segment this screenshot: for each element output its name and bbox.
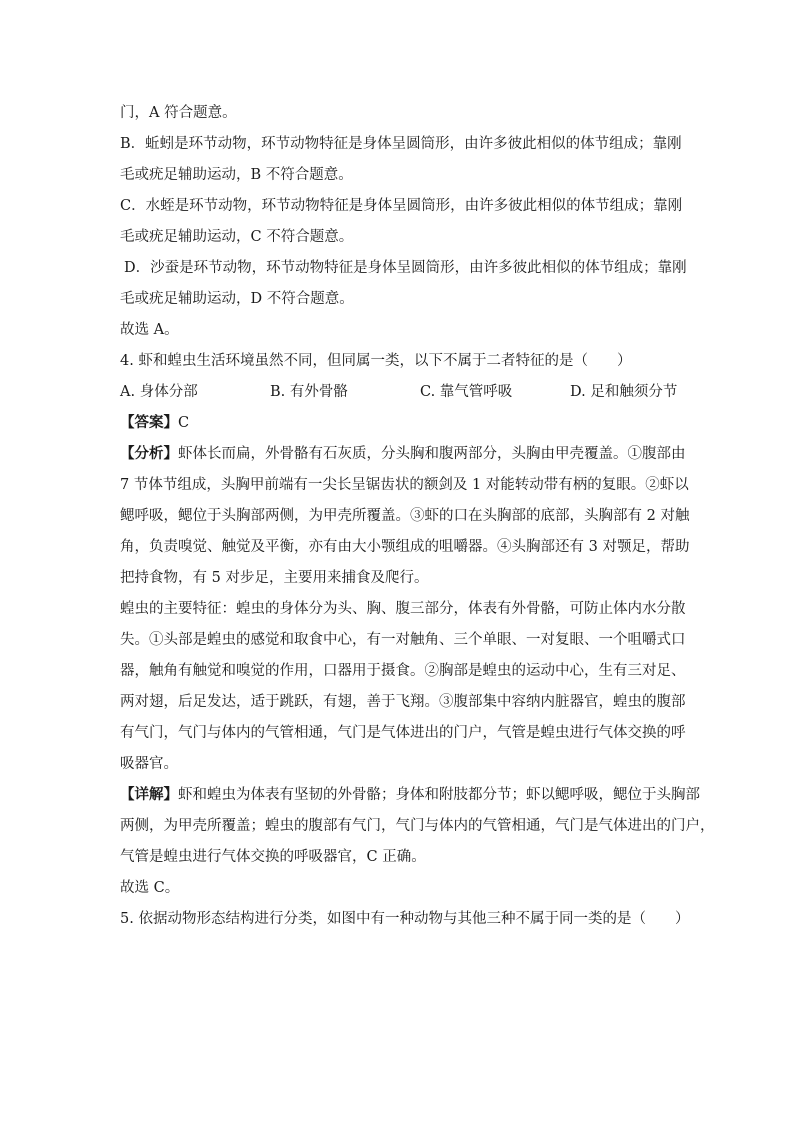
analysis-line: 鳃呼吸，鳃位于头胸部两侧，为甲壳所覆盖。③虾的口在头胸部的底部，头胸部有 2 对触 bbox=[120, 508, 690, 524]
option-a: A. 身体分部 bbox=[120, 384, 198, 400]
question-4-options bbox=[120, 382, 680, 402]
analysis-line: 7 节体节组成，头胸甲前端有一尖长呈锯齿状的额剑及 1 对能转动带有柄的复眼。②虾以 bbox=[120, 477, 689, 493]
answer-tag: 【答案】 bbox=[120, 414, 178, 431]
analysis-text: 虾体长而扁，外骨骼有石灰质，分头胸和腹两部分，头胸由甲壳覆盖。①腹部由 bbox=[178, 446, 686, 462]
analysis-line bbox=[120, 444, 686, 464]
text-line: 门，A 符合题意。 bbox=[120, 105, 237, 121]
option-c-explanation: C．水蛭是环节动物，环节动物特征是身体呈圆筒形，由许多彼此相似的体节组成；靠刚 bbox=[120, 198, 683, 214]
analysis-line: 有气门，气门与体内的气管相通，气门是气体进出的门户，气管是蝗虫进行气体交换的呼 bbox=[120, 725, 686, 741]
detail-tag: 【详解】 bbox=[120, 786, 178, 803]
analysis-line: 失。①头部是蝗虫的感觉和取食中心，有一对触角、三个单眼、一对复眼、一个咀嚼式口 bbox=[120, 632, 686, 648]
analysis-line: 器，触角有触觉和嗅觉的作用，口器用于摄食。②胸部是蝗虫的运动中心，生有三对足、 bbox=[120, 663, 686, 679]
question-5: 5. 依据动物形态结构进行分类，如图中有一种动物与其他三种不属于同一类的是（ ） bbox=[120, 911, 690, 927]
analysis-line: 角，负责嗅觉、触觉及平衡，亦有由大小颚组成的咀嚼器。④头胸部还有 3 对颚足，帮助 bbox=[120, 539, 690, 555]
analysis-line: 吸器官。 bbox=[120, 756, 178, 772]
analysis-line: 把持食物，有 5 对步足，主要用来捕食及爬行。 bbox=[120, 570, 429, 586]
option-b-explanation: B．蚯蚓是环节动物，环节动物特征是身体呈圆筒形，由许多彼此相似的体节组成；靠刚 bbox=[120, 136, 682, 152]
option-c: C. 靠气管呼吸 bbox=[420, 384, 513, 400]
question-4: 4. 虾和蝗虫生活环境虽然不同，但同属一类，以下不属于二者特征的是（ ） bbox=[120, 353, 632, 369]
analysis-line: 蝗虫的主要特征：蝗虫的身体分为头、胸、腹三部分，体表有外骨骼，可防止体内水分散 bbox=[120, 601, 686, 617]
option-d: D. 足和触须分节 bbox=[570, 384, 678, 400]
option-d-explanation: D．沙蚕是环节动物，环节动物特征是身体呈圆筒形，由许多彼此相似的体节组成；靠刚 bbox=[124, 260, 687, 276]
option-b: B. 有外骨骼 bbox=[270, 384, 348, 400]
detail-line: 气管是蝗虫进行气体交换的呼吸器官，C 正确。 bbox=[120, 849, 426, 865]
text-line: 毛或疣足辅助运动，D 不符合题意。 bbox=[120, 291, 354, 307]
analysis-tag: 【分析】 bbox=[120, 445, 178, 462]
text-line: 毛或疣足辅助运动，C 不符合题意。 bbox=[120, 229, 354, 245]
detail-text: 虾和蝗虫为体表有坚韧的外骨骼；身体和附肢都分节；虾以鳃呼吸，鳃位于头胸部 bbox=[178, 787, 700, 803]
analysis-line: 两对翅，后足发达，适于跳跃，有翅，善于飞翔。③腹部集中容纳内脏器官，蝗虫的腹部 bbox=[120, 694, 686, 710]
answer-choice-4: 故选 C。 bbox=[120, 880, 180, 896]
answer-choice-3: 故选 A。 bbox=[120, 322, 179, 338]
detail-line bbox=[120, 785, 700, 805]
answer-value: C bbox=[178, 415, 190, 431]
text-line: 毛或疣足辅助运动，B 不符合题意。 bbox=[120, 167, 353, 183]
answer-line bbox=[120, 413, 680, 433]
detail-line: 两侧，为甲壳所覆盖；蝗虫的腹部有气门，气门与体内的气管相通，气门是气体进出的门户， bbox=[120, 818, 715, 834]
